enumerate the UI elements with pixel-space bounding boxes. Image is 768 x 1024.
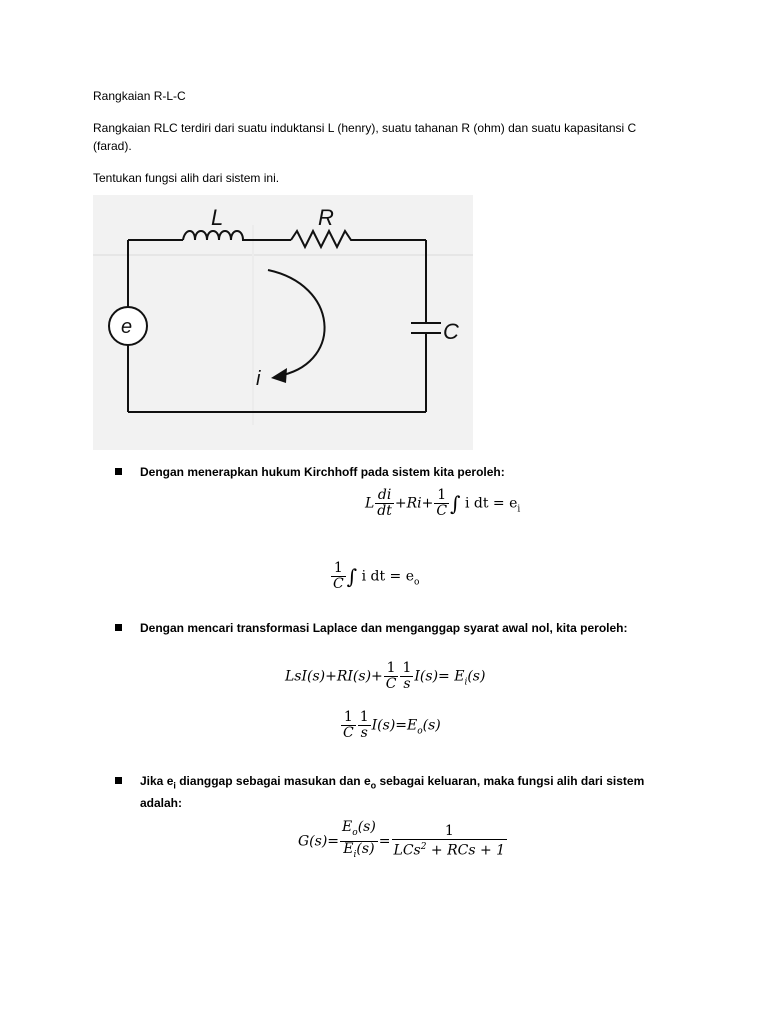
resistor-label: R xyxy=(318,205,334,230)
intro-paragraph: Rangkaian RLC terdiri dari suatu induktansi L (henry), suatu tahanan R (ohm) dan suatu kapasitansi C (farad). xyxy=(93,121,637,153)
inductor-label: L xyxy=(211,205,224,230)
bullet-text: Dengan menerapkan hukum Kirchhoff pada sistem kita peroleh: xyxy=(140,465,505,479)
source-label: e xyxy=(121,316,133,338)
current-label: i xyxy=(256,368,261,390)
capacitor-label: C xyxy=(443,319,459,344)
bullet-square-icon xyxy=(115,624,122,631)
equation-output-voltage: $\frac{1}{C}$ ∫ i dt = $e_o$ xyxy=(333,560,420,592)
bullet-square-icon xyxy=(115,468,122,475)
equation-laplace-input: LsI(s)+RI(s)+ $\frac{1}{C}$ $\frac{1}{s}$ $I(s)= E_i(s)$ xyxy=(285,660,486,692)
equation-laplace-output: $\frac{1}{C}$ $\frac{1}{s}$ $I(s)=E_o(s)$ xyxy=(343,709,441,741)
document-title: Rangkaian R-L-C xyxy=(93,89,186,103)
bullet-square-icon xyxy=(115,777,122,784)
equation-kirchhoff-loop: L $\frac{di}{dt}$ +Ri+ $\frac{1}{C}$ ∫ i dt = $e_i$ xyxy=(365,487,521,519)
bullet-text: Dengan mencari transformasi Laplace dan menganggap syarat awal nol, kita peroleh: xyxy=(140,621,628,635)
rlc-circuit-diagram xyxy=(93,195,473,450)
task-paragraph: Tentukan fungsi alih dari sistem ini. xyxy=(93,171,280,185)
bullet-text: Jika $e_i$ dianggap sebagai masukan dan $e_o$ sebagai keluaran, maka fungsi alih dari sistem adalah: xyxy=(140,774,645,811)
equation-transfer-function: G(s)= $\frac{E_o(s)}{E_i(s)}$ = $\frac{1}{LCs^2 + RCs + 1}$ xyxy=(298,819,506,860)
